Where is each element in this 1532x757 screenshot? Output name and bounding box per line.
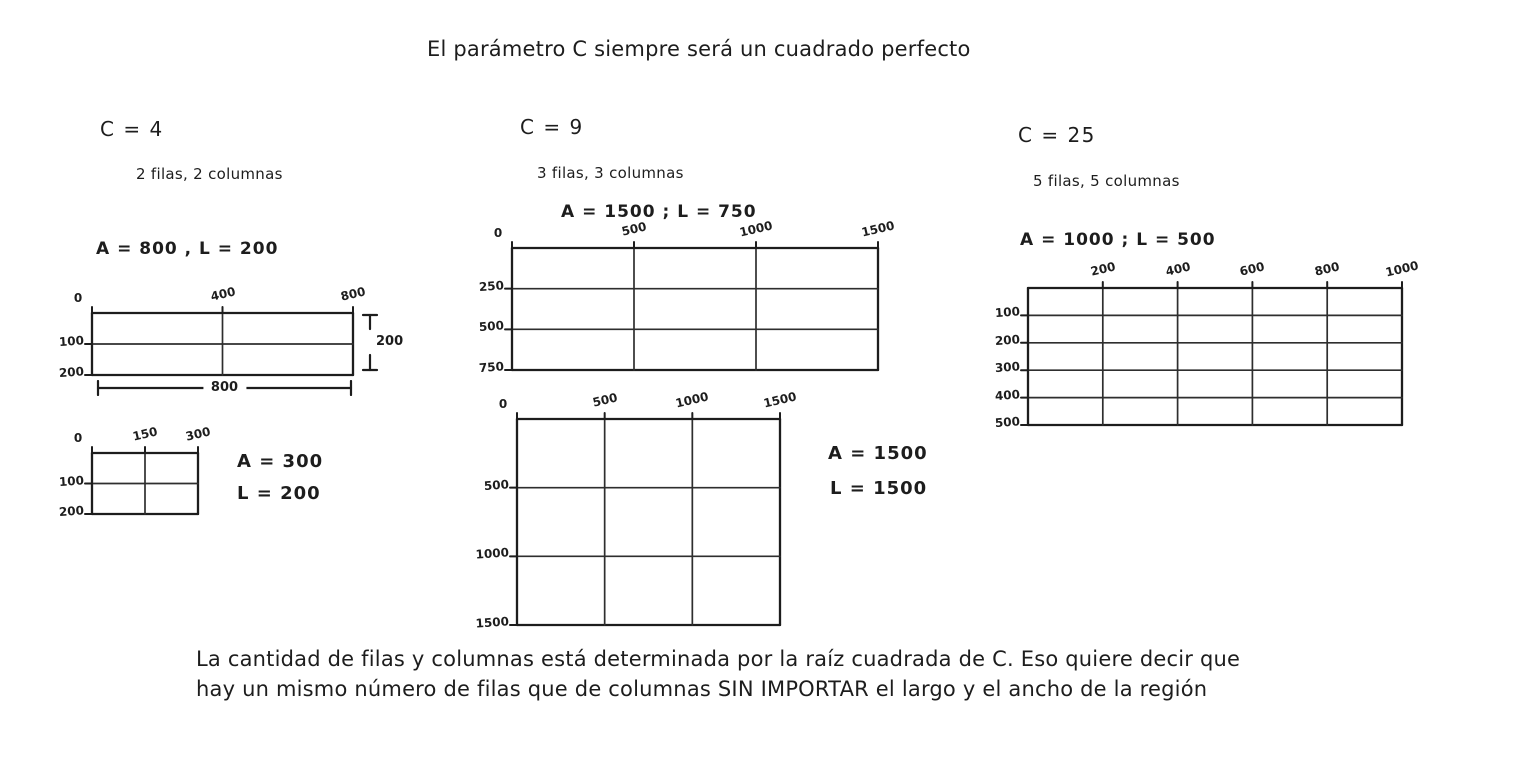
y-tick-label: 1000 (475, 545, 510, 562)
grid-c9-square-area-label: A = 1500 (828, 443, 928, 464)
x-tick-label: 400 (1163, 259, 1192, 279)
x-tick-label: 500 (620, 219, 648, 239)
section-c9-heading: C = 9 (520, 115, 584, 139)
grid-lines (1028, 288, 1402, 425)
y-tick-label: 300 (994, 359, 1021, 376)
height-measure-value: 200 (376, 334, 404, 349)
grid-lines (517, 419, 780, 625)
x-tick-label: 500 (590, 390, 619, 410)
grid-lines (92, 313, 353, 375)
x-tick-label: 1000 (738, 218, 774, 240)
grid-lines (92, 453, 198, 514)
page-title: El parámetro C siempre será un cuadrado perfecto (427, 37, 971, 61)
x-tick-label: 1500 (860, 218, 896, 240)
footer-line-1: La cantidad de filas y columnas está determinada por la raíz cuadrada de C. Eso quiere decir que (196, 647, 1241, 671)
x-tick-label: 0 (493, 226, 503, 240)
x-tick-label: 0 (73, 431, 83, 445)
x-tick-label: 150 (131, 424, 159, 444)
x-tick-label: 1000 (1384, 258, 1420, 280)
grid-lines (512, 248, 878, 370)
y-tick-label: 100 (58, 333, 85, 350)
y-tick-label: 200 (58, 364, 85, 381)
x-tick-label: 800 (339, 284, 367, 304)
x-tick-label: 0 (73, 291, 83, 305)
y-tick-label: 400 (994, 386, 1021, 403)
grid-c9-square-length-label: L = 1500 (830, 478, 928, 499)
x-tick-label: 200 (1089, 259, 1117, 279)
y-tick-label: 100 (58, 472, 85, 489)
y-tick-label: 500 (483, 476, 510, 493)
y-tick-label: 200 (58, 503, 85, 520)
height-measure (361, 312, 404, 374)
section-c4-rows-cols: 2 filas, 2 columnas (136, 165, 283, 183)
footer-note (196, 644, 1240, 704)
y-tick-label: 750 (478, 359, 505, 376)
y-tick-label: 500 (478, 318, 505, 335)
grid-c4-small-length-label: L = 200 (237, 483, 321, 504)
x-tick-label: 400 (208, 284, 237, 304)
x-tick-label: 800 (1313, 259, 1341, 279)
section-c25-heading: C = 25 (1018, 123, 1096, 147)
grid-c25 (994, 258, 1420, 431)
section-c9-rows-cols: 3 filas, 3 columnas (537, 164, 684, 182)
x-tick-label: 600 (1238, 259, 1267, 279)
x-tick-label: 0 (498, 397, 508, 411)
footer-line-2: hay un mismo número de filas que de columnas SIN IMPORTAR el largo y el ancho de la región (196, 677, 1208, 701)
x-tick-label: 1000 (674, 389, 711, 411)
section-c4-params: A = 800 , L = 200 (96, 239, 279, 259)
width-measure (96, 380, 353, 396)
x-tick-label: 300 (184, 424, 212, 444)
grid-c4-main (58, 284, 367, 381)
y-tick-label: 500 (994, 414, 1021, 431)
grid-c9-wide (478, 218, 896, 376)
grid-c9-square (475, 389, 798, 631)
y-tick-label: 250 (478, 277, 505, 294)
width-measure-value: 800 (203, 380, 246, 395)
y-tick-label: 1500 (475, 614, 510, 631)
grid-c4-small-area-label: A = 300 (237, 451, 324, 472)
y-tick-label: 100 (994, 304, 1021, 321)
section-c25-params: A = 1000 ; L = 500 (1020, 230, 1216, 250)
section-c9-params: A = 1500 ; L = 750 (561, 202, 757, 222)
section-c4-heading: C = 4 (100, 117, 164, 141)
x-tick-label: 1500 (762, 389, 798, 411)
grid-c4-small (58, 424, 212, 520)
y-tick-label: 200 (994, 332, 1021, 348)
section-c25-rows-cols: 5 filas, 5 columnas (1033, 172, 1180, 190)
